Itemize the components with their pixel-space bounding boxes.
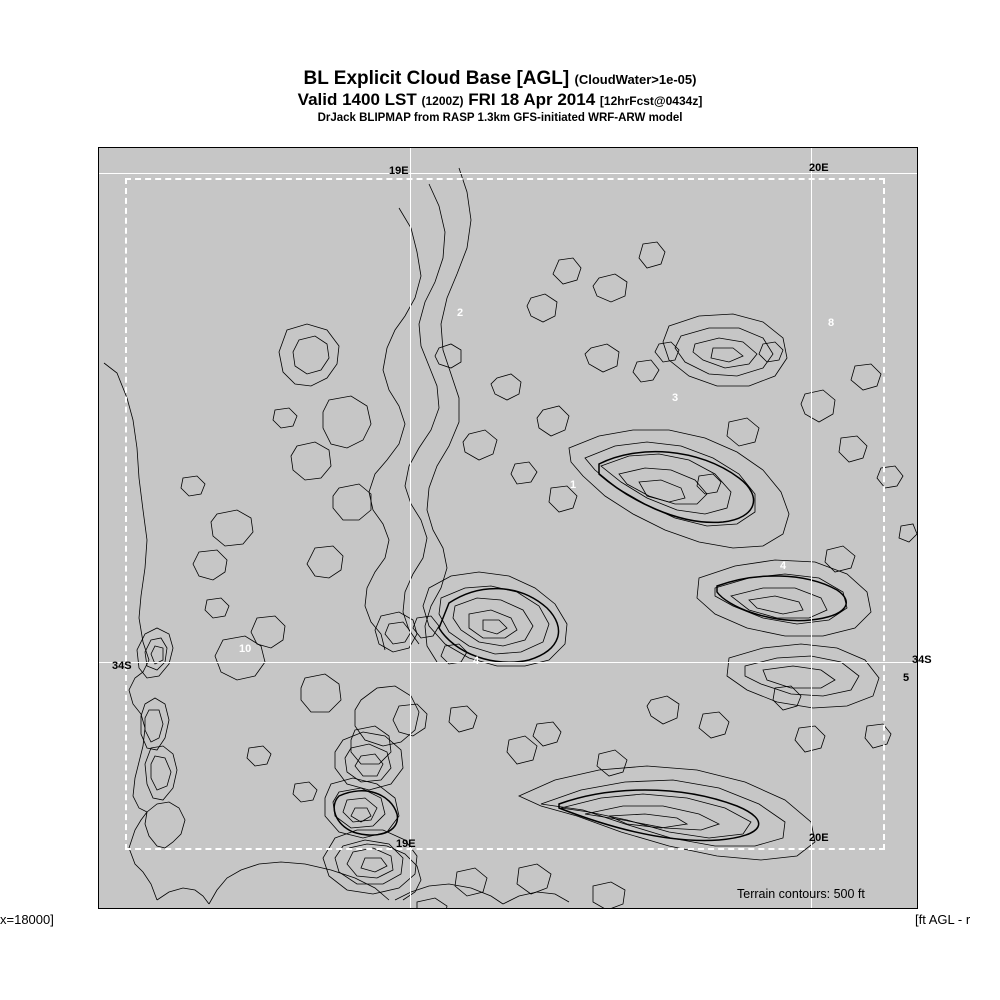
map-panel[interactable] bbox=[98, 147, 918, 909]
contour-value-label: 3 bbox=[672, 392, 679, 404]
forecast-hour: [12hrFcst@0434z] bbox=[599, 94, 703, 109]
contour-value-label: 1 bbox=[570, 479, 577, 491]
latitude-gridline-34s bbox=[99, 662, 917, 663]
terrain-contour-layer bbox=[99, 148, 917, 908]
valid-time-utc: (1200Z) bbox=[421, 94, 464, 109]
map-longitude-label-19e-bottom: 19E bbox=[396, 838, 416, 850]
latitude-label-34s-left: 34S bbox=[112, 660, 132, 672]
chart-title-block bbox=[0, 68, 1000, 126]
contour-value-label: 8 bbox=[828, 317, 835, 329]
title-line-2 bbox=[0, 90, 1000, 110]
footer-units-right: [ft AGL - r bbox=[915, 912, 971, 927]
contour-value-label: 2 bbox=[457, 307, 464, 319]
contour-value-label: 4 bbox=[780, 560, 787, 572]
longitude-gridline-20e bbox=[811, 148, 812, 908]
valid-date: FRI 18 Apr 2014 bbox=[468, 90, 596, 110]
title-main: BL Explicit Cloud Base [AGL] bbox=[303, 68, 570, 89]
terrain-contour-note: Terrain contours: 500 ft bbox=[737, 887, 865, 901]
title-cloudwater-threshold: (CloudWater>1e-05) bbox=[574, 72, 697, 87]
model-source-line: DrJack BLIPMAP from RASP 1.3km GFS-initiated WRF-ARW model bbox=[317, 112, 683, 125]
title-line-1 bbox=[0, 68, 1000, 90]
map-longitude-label-20e-bottom: 20E bbox=[809, 832, 829, 844]
map-longitude-label-19e-top: 19E bbox=[389, 165, 409, 177]
latitude-gridline-top bbox=[99, 173, 917, 174]
map-longitude-label-20e-top: 20E bbox=[809, 162, 829, 174]
contour-value-label: 10 bbox=[239, 643, 252, 655]
longitude-gridline-19e bbox=[410, 148, 411, 908]
footer-scale-left: x=18000] bbox=[0, 912, 54, 927]
contour-value-label-edge: 5 bbox=[903, 672, 910, 684]
valid-time-local: Valid 1400 LST bbox=[297, 90, 417, 110]
latitude-label-34s-right: 34S bbox=[912, 654, 932, 666]
contour-value-label: 4 bbox=[473, 655, 480, 667]
